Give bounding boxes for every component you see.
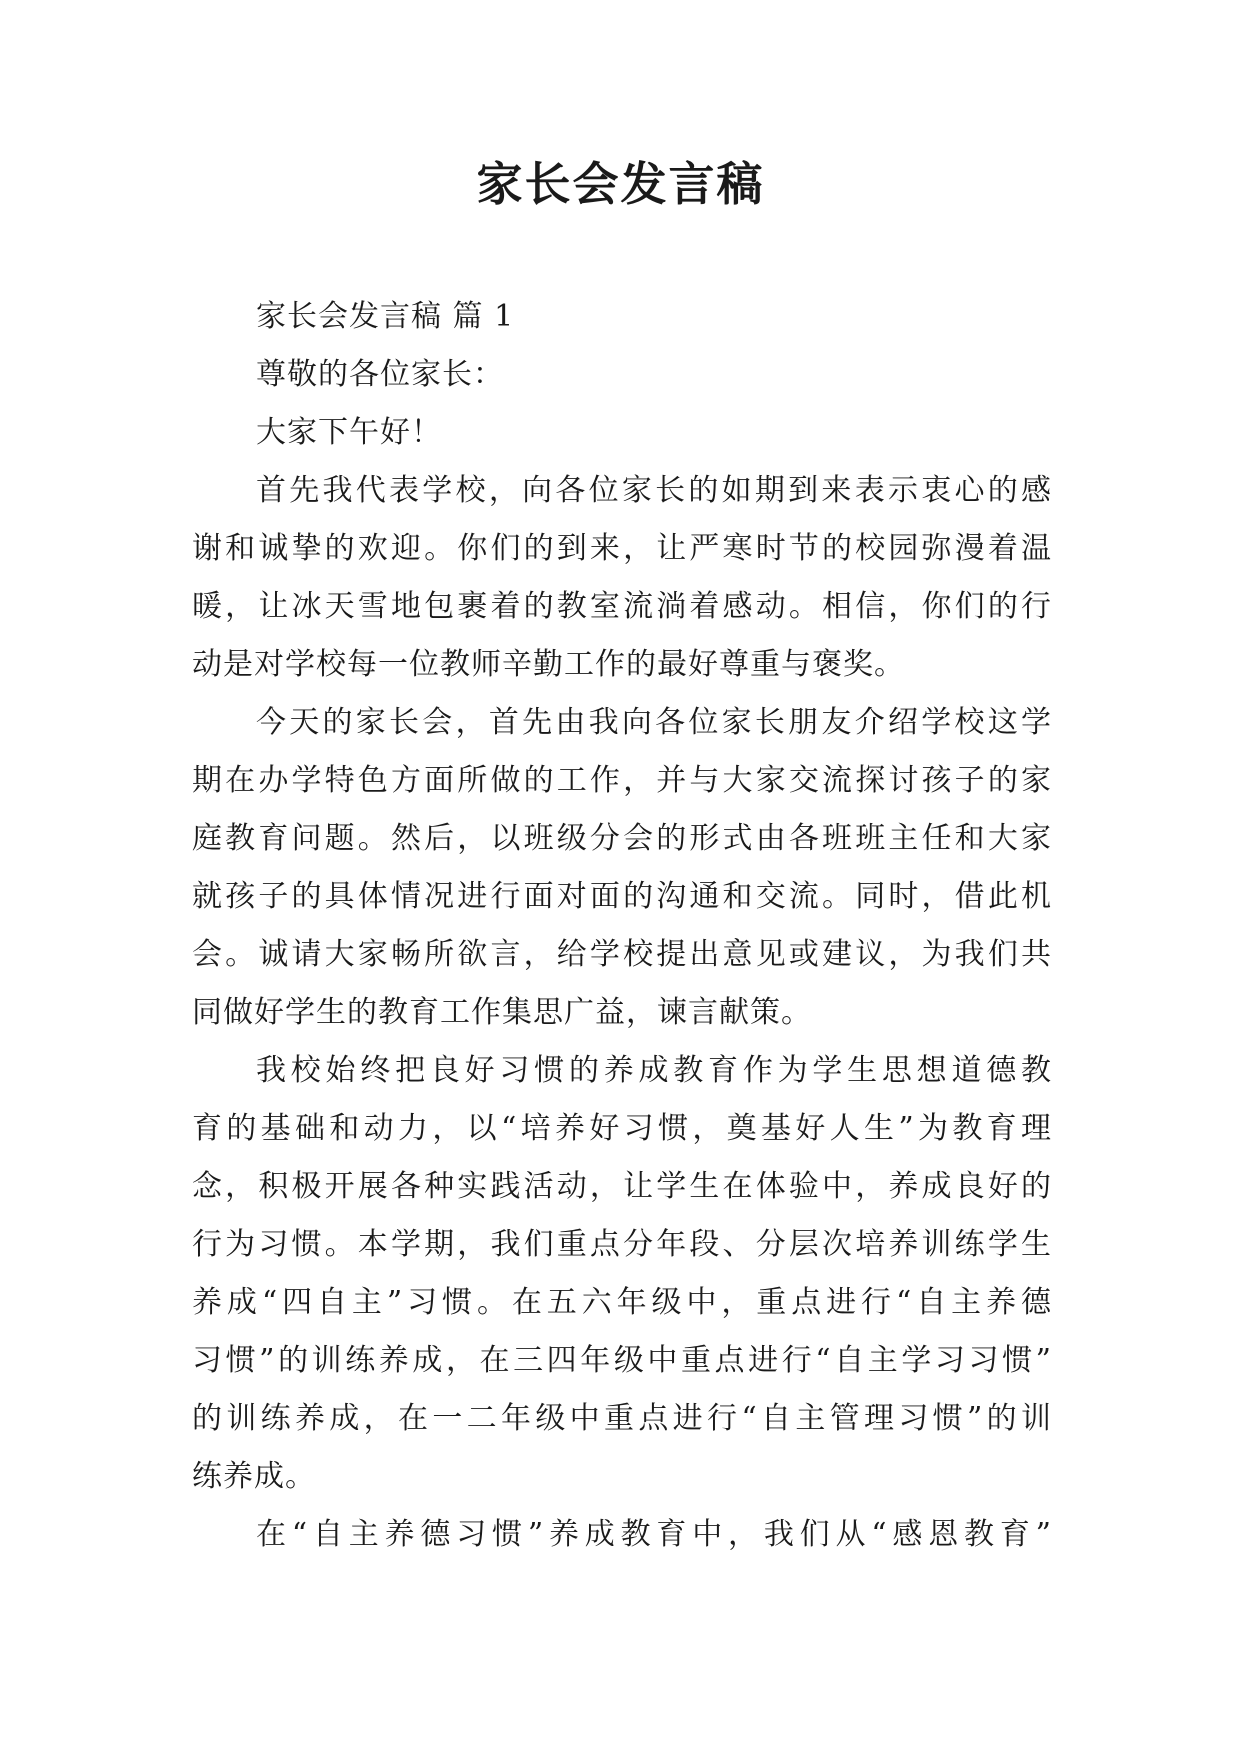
text-line: 我校始终把良好习惯的养成教育作为学生思想道德教	[256, 1053, 1052, 1088]
text-line: 练养成。	[192, 1459, 316, 1494]
document-title: 家长会发言稿	[476, 157, 765, 211]
text-line: 今天的家长会，首先由我向各位家长朋友介绍学校这学	[256, 705, 1052, 740]
text-line: 就孩子的具体情况进行面对面的沟通和交流。同时，借此机	[192, 879, 1052, 914]
document-body	[192, 288, 1052, 1564]
text-line: 的训练养成，在一二年级中重点进行“自主管理习惯”的训	[192, 1401, 1052, 1436]
text-line: 尊敬的各位家长：	[256, 357, 504, 392]
text-line: 家长会发言稿 篇 1	[256, 299, 515, 334]
text-line: 行为习惯。本学期，我们重点分年段、分层次培养训练学生	[192, 1227, 1052, 1262]
text-line: 庭教育问题。然后，以班级分会的形式由各班班主任和大家	[192, 821, 1052, 856]
text-line: 念，积极开展各种实践活动，让学生在体验中，养成良好的	[192, 1169, 1052, 1204]
text-line: 会。诚请大家畅所欲言，给学校提出意见或建议，为我们共	[192, 937, 1052, 972]
text-line: 期在办学特色方面所做的工作，并与大家交流探讨孩子的家	[192, 763, 1052, 798]
text-line: 习惯”的训练养成，在三四年级中重点进行“自主学习习惯”	[192, 1343, 1052, 1378]
text-line: 在“自主养德习惯”养成教育中，我们从“感恩教育”	[256, 1517, 1052, 1552]
text-line: 养成“四自主”习惯。在五六年级中，重点进行“自主养德	[192, 1285, 1052, 1320]
text-line: 同做好学生的教育工作集思广益，谏言献策。	[192, 995, 812, 1030]
text-line: 育的基础和动力，以“培养好习惯，奠基好人生”为教育理	[192, 1111, 1052, 1146]
text-line: 暖，让冰天雪地包裹着的教室流淌着感动。相信，你们的行	[192, 589, 1052, 624]
text-line: 首先我代表学校，向各位家长的如期到来表示衷心的感	[256, 473, 1052, 508]
text-line: 大家下午好！	[256, 415, 442, 450]
text-line: 动是对学校每一位教师辛勤工作的最好尊重与褒奖。	[192, 647, 905, 682]
text-line: 谢和诚挚的欢迎。你们的到来，让严寒时节的校园弥漫着温	[192, 531, 1052, 566]
